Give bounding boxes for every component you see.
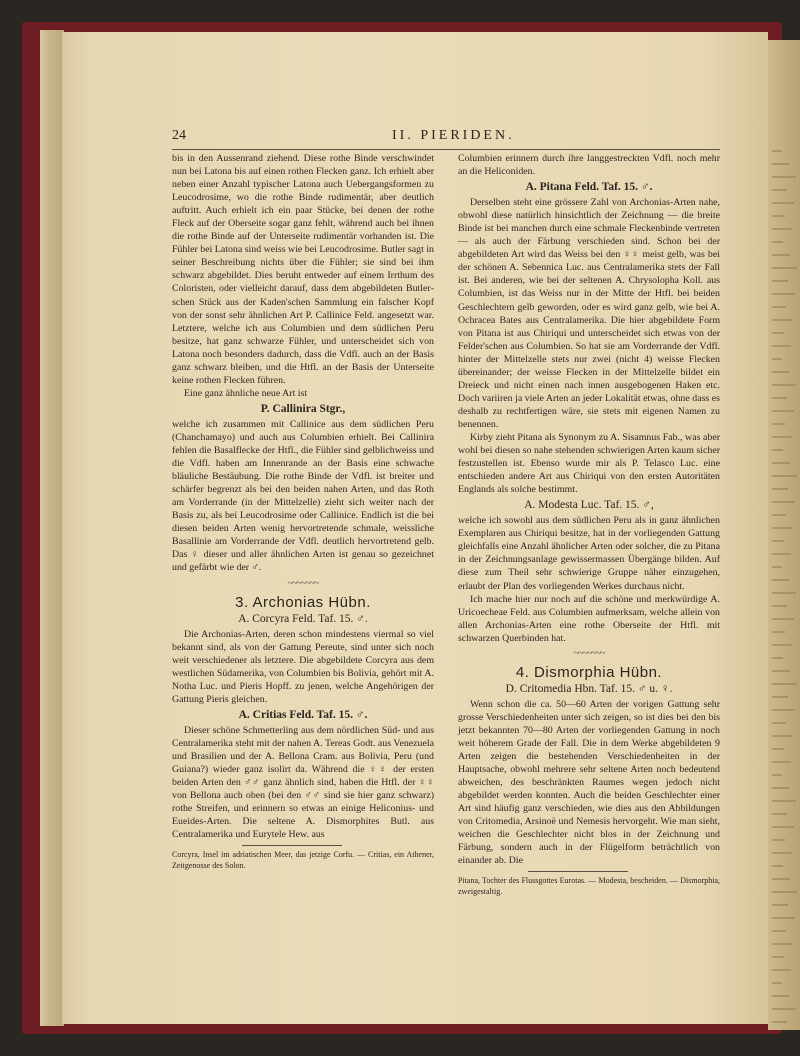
ornament-divider: ~~~~~~~: [573, 647, 605, 659]
genus-heading-dismorphia: 4. Dismorphia Hübn.: [515, 663, 663, 681]
left-column: [172, 152, 434, 871]
facing-page-text-line: [772, 956, 784, 958]
running-title: II. PIERIDEN.: [392, 128, 515, 143]
species-heading-modesta: A. Modesta Luc. Taf. 15. ♂,: [524, 499, 654, 512]
facing-page-text-line: [772, 527, 793, 529]
facing-page-edge: [768, 40, 800, 1030]
facing-page-text-line: [772, 345, 791, 347]
facing-page-text-line: [772, 982, 782, 984]
genus-heading-archonias: 3. Archonias Hübn.: [235, 593, 371, 611]
facing-page-text-line: [772, 553, 791, 555]
facing-page-text-line: [772, 631, 785, 633]
paragraph: Kirby zieht Pitana als Synonym zu A. Sisamnus Fab., was aber wohl bei diesen so nahe stehenden schwierigen Arten kaum sicher festzustellen ist. Ebenso wurde mir als P. Telasco Luc. eine entschieden andere Art aus Chiriqui von den ersten Autoritäten Englands als solche bestimmt.: [458, 431, 720, 496]
paragraph: Die Archonias-Arten, deren schon mindestens viermal so viel bekannt sind, als von der Gattung Pereute, sind unter sich noch weit verschiedener als letztere. Die abgebildete Corcyra aus dem westlichen Südamerika, von Columbien bis Bolivia, gehört mit A. Notha Luc. und Pieris Hopff. zu jenen, welche Angehörigen der Gattung Pieris gleichen.: [172, 628, 434, 705]
facing-page-text-line: [772, 241, 783, 243]
right-column: [458, 152, 720, 897]
facing-page-text-line: [772, 930, 786, 932]
footnote: Corcyra, Insel im adriatischen Meer, das jetzige Corfu. — Critias, ein Athener, Zeitgenosse des Solon.: [172, 850, 434, 871]
facing-page-text-line: [772, 280, 788, 282]
facing-page-text-line: [772, 722, 786, 724]
species-heading-corcyra: A. Corcyra Feld. Taf. 15. ♂.: [238, 612, 368, 625]
facing-page-text-line: [772, 839, 785, 841]
facing-page-text-line: [772, 852, 792, 854]
facing-page-text-line: [772, 774, 782, 776]
facing-page-text-line: [772, 800, 796, 802]
paragraph: Dieser schöne Schmetterling aus dem nördlichen Süd- und aus Centralamerika steht mit der nahen A. Tereas Godt. aus Venezuela und Brasilien und der A. Bellona Cram. aus Bolivia, Peru (und Guiana?) wieder ganz isolirt da. Während die ♀♀ der ersten beiden Arten den ♂♂ ganz ähnlich sind, haben die Htfl. der ♀♀ von Bellona auch oben (bei den ♂♂ sind sie hier ganz schwarz) rothe Streifen, und erinnern so etwas an einige Heliconius- und Eueides-Arten. Die seltene A. Dismorphites Butl. aus Centralamerika und Eurytele Hew. aus: [172, 724, 434, 841]
facing-page-text-line: [772, 826, 794, 828]
facing-page-text-line: [772, 436, 792, 438]
paragraph: Eine ganz ähnliche neue Art ist: [184, 387, 308, 399]
facing-page-text-line: [772, 228, 792, 230]
paragraph: welche ich zusammen mit Callinice aus dem südlichen Peru (Chanchamayo) und auch aus Columbien erhielt. Bei Callinira fehlen die Basalflecke der Htfl., die Fühler sind gelblichweiss und die Vdfl. haben am Innenrande an der Basis eine schwache bläuliche Bestäubung. Die rothe Binde der Vdfl. ist breiter und schärfer begrenzt als bei den beiden nahen Arten, und das Roth am Vorderrande (in der Mittelzelle) zieht sich weiter nach der Basis zu, als bei Leucodrosime oder Callinice. Endlich ist die bei diesen beiden Arten wenig hervortretende schmale, weissliche Basallinie am Vorderrande der Vdfl. deutlich hervortretend gelb. Das ♀ dieser und aller ähnlichen Arten ist genau so gezeichnet und gefärbt wie der ♂.: [172, 418, 434, 574]
footnote-rule: [528, 871, 628, 872]
facing-page-text-line: [772, 410, 794, 412]
facing-page-text-line: [772, 514, 786, 516]
facing-page-text-line: [772, 683, 797, 685]
ornament-divider: ~~~~~~~: [287, 577, 319, 589]
page-stack-edge: [40, 30, 64, 1026]
facing-page-text-line: [772, 696, 788, 698]
facing-page-text-line: [772, 995, 789, 997]
facing-page-text-line: [772, 319, 793, 321]
facing-page-text-line: [772, 813, 787, 815]
species-heading-callinira: P. Callinira Stgr.,: [260, 402, 346, 415]
facing-page-text-line: [772, 293, 795, 295]
facing-page-text-line: [772, 605, 787, 607]
paragraph: Wenn schon die ca. 50—60 Arten der vorigen Gattung sehr grosse Verschiedenheiten unter sich zeigen, so ist dies bei den bis jetzt bekannten 70—80 Arten der vorliegenden Gattung in noch weit höherem Grade der Fall. Die in dem Werke abgebildeten 9 Arten zeigen die bestehenden Verschiedenheiten in der Hauptsache, obwohl mehrere sehr seltene Arten noch bedeutend abweichen, des beschränkten Raumes wegen jedoch nicht abgebildet werden konnten. Auch die beiden Geschlechter einer Art sind häufig ganz verschieden, wie dies aus den Abbildungen von Critomedia, Arsinoë und Nemesis hervorgeht. Wie man sieht, weichen die Geschlechter nicht blos in der Zeichnung und Färbung, sondern auch in der Flügelform beträchtlich von einander ab. Die: [458, 698, 720, 867]
facing-page-text-line: [772, 150, 782, 152]
facing-page-text-line: [772, 501, 795, 503]
species-heading-pitana: A. Pitana Feld. Taf. 15. ♂.: [525, 181, 653, 194]
facing-page-text-line: [772, 462, 790, 464]
facing-page-text-line: [772, 540, 784, 542]
facing-page-text-line: [772, 878, 790, 880]
facing-page-text-line: [772, 488, 788, 490]
facing-page-text-line: [772, 657, 783, 659]
facing-page-text-line: [772, 176, 796, 178]
facing-page-text-line: [772, 202, 794, 204]
facing-page-text-line: [772, 163, 789, 165]
facing-page-text-line: [772, 1021, 787, 1023]
facing-page-text-line: [772, 787, 789, 789]
facing-page-text-line: [772, 592, 796, 594]
facing-page-text-line: [772, 215, 785, 217]
facing-page-text-line: [772, 397, 787, 399]
facing-page-text-line: [772, 943, 793, 945]
footnote: Pitana, Tochter des Flussgottes Eurotas. — Modesta, bescheiden. — Dismorphia, zweigestaltig.: [458, 876, 720, 897]
facing-page-text-line: [772, 566, 782, 568]
facing-page-text-line: [772, 761, 791, 763]
facing-page-text-line: [772, 475, 797, 477]
facing-page-text-line: [772, 332, 784, 334]
facing-page-text-line: [772, 358, 782, 360]
facing-page-text-line: [772, 423, 785, 425]
facing-page-text-line: [772, 735, 793, 737]
facing-page-text-line: [772, 891, 797, 893]
facing-page-text-line: [772, 449, 783, 451]
species-heading-critias: A. Critias Feld. Taf. 15. ♂.: [238, 708, 368, 721]
facing-page-text-line: [772, 267, 797, 269]
facing-page-text-line: [772, 1008, 796, 1010]
facing-page-text-line: [772, 618, 794, 620]
facing-page-text-line: [772, 306, 786, 308]
paragraph: bis in den Aussenrand ziehend. Diese rothe Binde verschwindet nun bei Latona bis auf einen rothen Flecken ganz. Ich erhielt aber neben einer Anzahl typischer Latona auch Uebergangsformen zu Leucodrosime, wo die rothe Binde rudimentär, aber deutlich auftritt. Auch erhielt ich ein paar Stücke, bei denen der rothe Fleck auf der Oberseite sogar ganz fehlt, während auch bei ihnen die rothe Binde auf der Unterseite rudimentär vorhanden ist. Die Fühler bei Latona sind weiss wie bei Leucodrosime. Butler sagt in seiner Beschreibung nichts über die Fühler; sie sind bei ihm schwarz abgebildet. Dies beruht entweder auf einem Irrthum des Coloristen, oder vielleicht darauf, dass dem abgebildeten Butlerschen Stück aus der Kaden'schen Sammlung ein falscher Kopf von der sonst sehr ähnlichen Art P. Callinice Feld. angesetzt war. Letztere, welche ich aus Columbien und dem südlichen Peru besitze, hat ganz schwarze Fühler, und unterscheidet sich von Latona noch besonders dadurch, dass die Vdfl. auch an der Basis ganz schwarz bleiben, und die Htfl. an der Basis der Unterseite keine rothen Flecken führen.: [172, 153, 434, 386]
header-rule: [172, 149, 720, 150]
paragraph: Derselben steht eine grössere Zahl von Archonias-Arten nahe, obwohl diese natürlich hinsichtlich der Zeichnung — die breite Binde ist bei manchen durch eine schmale Fleckenbinde vertreten — als auch der Färbung verschieden sind. Schon bei der abgebildeten Art wird das Weiss bei den ♀♀ meist gelb, was bei der schönen A. Sebennica Luc. aus Centralamerika stets der Fall ist. Bei anderen, wie bei der seltenen A. Chrysolopha Koll. aus Columbien, ist das Weiss nur in der Mitte der Htfl. bei beiden Geschlechtern gelb geworden, oder es wird ganz gelb, wie bei A. Ochracea Bates aus Centralamerika. Die hier abgebildete Form von Pitana ist aus Chiriqui und unterscheidet sich etwas von der Felder'schen aus Columbien. So hat sie am Vorderrande der Vdfl. hinter der Mittelzelle stets nur zwei (nicht 4) weisse Flecken übereinander; der weisse Flecken in der Mittelzelle bildet ein Dreieck und nicht einen nach innen ausgebogenen Haken etc. Doch variiren ja viele Arten an jeder Lokalität etwas, ohne dass es deshalb zu rechtfertigen wäre, sie stets mit eigenen Namen zu benennen.: [458, 197, 720, 430]
paragraph: welche ich sowohl aus dem südlichen Peru als in ganz ähnlichen Exemplaren aus Chiriqui besitze, hat in der vorliegenden Gattung gleichfalls eine Anzahl ähnlicher Arten oder solcher, die zu Pitana in der Zeichnungsanlage gewissermassen Übergänge bilden. Auf diese zum Theil sehr schwierige Gruppe näher einzugehen, erlaubt der Plan des vorliegenden Werkes durchaus nicht.: [458, 515, 720, 592]
facing-page-text-line: [772, 969, 791, 971]
species-heading-critomedia: D. Critomedia Hbn. Taf. 15. ♂ u. ♀.: [505, 682, 673, 695]
facing-page-text-line: [772, 371, 789, 373]
paragraph: Columbien erinnern durch ihre langgestreckten Vdfl. noch mehr an die Heliconiden.: [458, 153, 720, 178]
facing-page-text-line: [772, 748, 784, 750]
facing-page-text-line: [772, 579, 789, 581]
page-number: 24: [172, 128, 186, 143]
footnote-rule: [242, 845, 342, 846]
facing-page-text-line: [772, 904, 788, 906]
facing-page-text-line: [772, 865, 783, 867]
facing-page-text-line: [772, 644, 792, 646]
facing-page-text-line: [772, 917, 795, 919]
facing-page-text-line: [772, 384, 796, 386]
facing-page-text-line: [772, 709, 795, 711]
facing-page-text-line: [772, 670, 790, 672]
facing-page-text-line: [772, 254, 790, 256]
paragraph: Ich mache hier nur noch auf die schöne und merkwürdige A. Uricoecheae Feld. aus Columbien aufmerksam, welche allein von allen Archonias-Arten eine rothe Oberseite der Htfl. mit schwarzen Querbinden hat.: [458, 593, 720, 644]
facing-page-text-line: [772, 189, 787, 191]
